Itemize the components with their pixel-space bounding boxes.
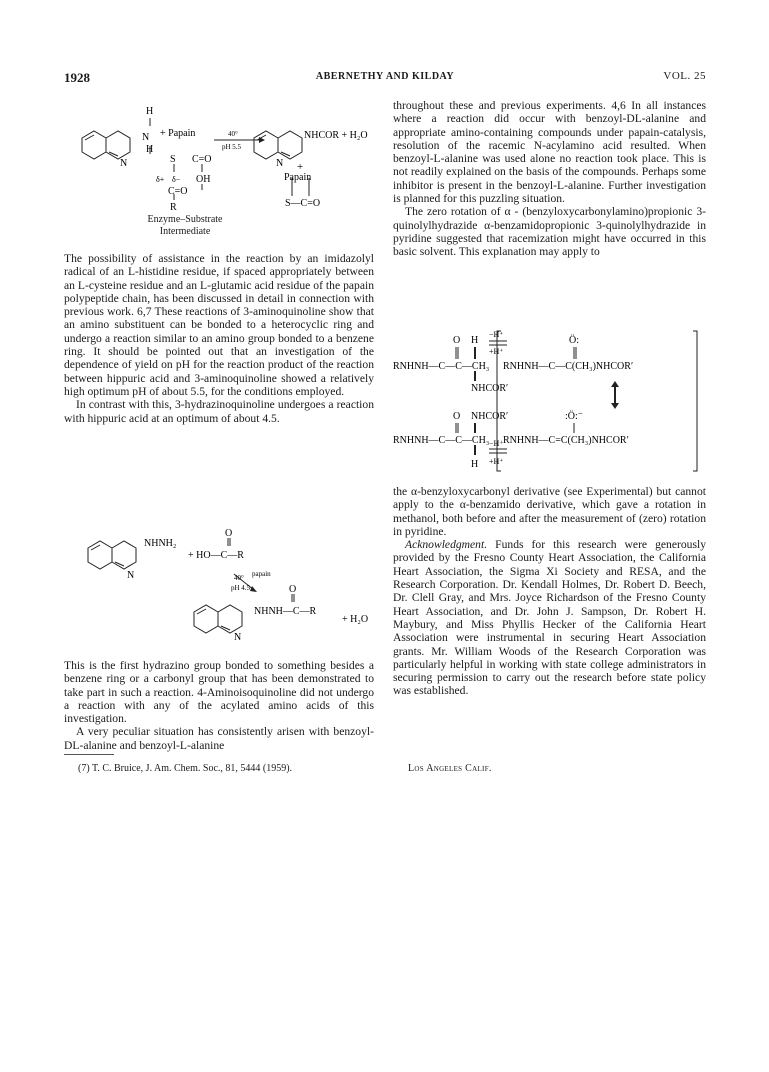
caption-line-1: Enzyme–Substrate [147, 214, 223, 225]
svg-text:R: R [170, 202, 177, 213]
svg-text:O: O [225, 528, 233, 539]
svg-text:O: O [453, 411, 461, 422]
scheme3-drawing [393, 327, 706, 477]
right-column-lower [393, 485, 706, 698]
svg-text:H: H [471, 459, 479, 470]
svg-text:N: N [120, 158, 128, 169]
svg-text:NHCOR′: NHCOR′ [471, 383, 509, 394]
svg-text:40°: 40° [234, 574, 244, 582]
left-column-lower [64, 659, 374, 752]
svg-text:O: O [289, 584, 297, 595]
svg-text:δ+: δ+ [156, 175, 165, 184]
quinoline-ring-icon [82, 131, 130, 159]
svg-text:H: H [146, 144, 154, 155]
svg-text:OH: OH [196, 174, 211, 185]
svg-text:O: O [453, 335, 461, 346]
signature-location: Los Angeles Calif. [408, 763, 492, 774]
svg-text:RNHNH—C—C—CH₃: RNHNH—C—C—CH₃ [393, 435, 490, 446]
svg-text:+H⁺: +H⁺ [489, 457, 504, 466]
running-title: ABERNETHY AND KILDAY [315, 71, 455, 82]
page-number: 1928 [64, 70, 90, 85]
svg-text:+ Papain: + Papain [160, 128, 196, 139]
svg-text:NHNH—C—R: NHNH—C—R [254, 606, 317, 617]
caption-line-2: Intermediate [159, 226, 211, 237]
svg-text:H: H [471, 335, 479, 346]
svg-text:NHCOR′: NHCOR′ [471, 411, 509, 422]
svg-text:+H⁺: +H⁺ [489, 347, 504, 356]
svg-text::Ö:⁻: :Ö:⁻ [565, 411, 584, 422]
scheme-hydrazinoquinoline [64, 526, 374, 656]
svg-text:NHNH₂: NHNH₂ [144, 538, 177, 549]
volume-label: VOL. 25 [663, 70, 706, 82]
paragraph-first-hydrazino: This is the first hydrazino group bonded to something besides a benzene ring or a carbonyl group that has been demonstrated to take part in such a reaction. 4-Aminoisoquinoline did not undergo a reaction with any of the acylated amino acids of this investigation. [64, 659, 374, 726]
paragraph-benzyloxycarbonyl: the α-benzyloxycarbonyl derivative (see Experimental) but cannot apply to the α-benzamido derivative, which gave a rotation in methanol, both before and after the measurement of (zero) rotation in pyridine. [393, 485, 706, 538]
svg-text:C=O: C=O [168, 186, 188, 197]
svg-text:+ H₂O: + H₂O [342, 614, 369, 625]
paragraph-acknowledgment [393, 538, 706, 698]
svg-text:N: N [276, 158, 284, 169]
svg-text:Papain: Papain [284, 172, 312, 183]
svg-text:papain: papain [252, 570, 271, 578]
svg-text:N: N [234, 632, 242, 643]
footnote-7: (7) T. C. Bruice, J. Am. Chem. Soc., 81, 5444 (1959). [78, 763, 293, 774]
quinoline-hydrazide-icon [194, 605, 242, 633]
scheme-racemization [393, 327, 706, 477]
paragraph-peculiar: A very peculiar situation has consistently arisen with benzoyl-DL-alanine and benzoyl-L-alanine [64, 725, 374, 752]
scheme1-caption [110, 214, 260, 238]
svg-text:Ö:: Ö: [569, 335, 579, 346]
left-column-upper [64, 252, 374, 425]
quinoline-product-icon [254, 131, 302, 159]
svg-text:H: H [146, 106, 154, 117]
svg-text:−H⁺: −H⁺ [489, 439, 504, 448]
svg-text:pH 5.5: pH 5.5 [222, 143, 242, 151]
svg-text:δ−: δ− [172, 175, 181, 184]
svg-text:RNHNH—C=C(CH₃)NHCOR′: RNHNH—C=C(CH₃)NHCOR′ [503, 435, 629, 446]
svg-text:N: N [127, 570, 135, 581]
footnote-rule [64, 754, 114, 755]
scheme1-drawing [64, 98, 374, 228]
svg-text:S—C=O: S—C=O [285, 198, 321, 209]
right-column-upper [393, 99, 706, 259]
svg-text:−H⁺: −H⁺ [489, 330, 504, 339]
scheme2-drawing [64, 526, 374, 656]
svg-text:RNHNH—C—C(CH₃)NHCOR′: RNHNH—C—C(CH₃)NHCOR′ [503, 361, 634, 372]
acknowledgment-text: Funds for this research were generously provided by the Fresno County Heart Association, the California Heart Association, the Sigma Xi Society and RESA, and the Research Corporation. Dr. Kendall Holmes, Dr. Robert D. Beech, Dr. Clell Gray, and Mrs. Joyce Richardson of the Fresno County Heart Association, and Dr. John J. Sampson, Dr. Robert H. Maybury, and Miss Phyllis Hecker of the California Heart Association were instrumental in securing Heart Association grants. Mr. William Woods of the Research Corporation was particularly helpful in working with state college administrators in securing permission to carry out the research before state policy was established. [393, 538, 706, 698]
quinoline-reactant-icon [88, 541, 136, 569]
paragraph-hydrazinoquinoline: In contrast with this, 3-hydrazinoquinoline undergoes a reaction with hippuric acid at an optimum of about 4.5. [64, 398, 374, 425]
svg-text:NHCOR + H₂O: NHCOR + H₂O [304, 130, 368, 141]
svg-text:+ HO—C—R: + HO—C—R [188, 550, 244, 561]
svg-text:pH 4.5: pH 4.5 [231, 584, 251, 592]
svg-text:40°: 40° [228, 130, 238, 138]
paragraph-histidine: The possibility of assistance in the reaction by an imidazolyl radical of an L-histidine residue, if spaced appropriately between an L-cysteine residue and an L-glutamic acid residue of the papain polypeptide chain, has been discussed in detail in connection with previous work. 6,7 These reactions of 3-aminoquinoline show that an amino substituent can be bonded to a heterocyclic ring and undergo a reaction similar to an amino group bonded to a benzene ring. It should be pointed out that an investigation of the dependence of yield on pH for the reaction product of the reaction between hippuric acid and 3-aminoquinoline showed a relatively high optimum pH of about 5.5, for the conditions employed. [64, 252, 374, 398]
paragraph-zero-rotation: The zero rotation of α - (benzyloxycarbonylamino)propionic 3-quinolylhydrazide α-benzamidopropionic 3-quinolylhydrazide in pyridine suggested that racemization might have occurred in this basic solvent. This explanation may apply to [393, 205, 706, 259]
svg-text:S: S [170, 154, 176, 165]
svg-text:+: + [297, 161, 304, 173]
svg-text:C=O: C=O [192, 154, 212, 165]
running-header [64, 70, 706, 86]
svg-text:N: N [142, 132, 150, 143]
paragraph-throughout: throughout these and previous experiments. 4,6 In all instances where a reaction did occur with benzoyl-DL-alanine and appropriate amino-containing compounds under papain-catalysis, resolution of the racemic N-acylamino acid resulted. When benzoyl-L-alanine was used alone no reaction took place. This is not readily explained on the basis of the compounds. Perhaps some inhibitor is present in the benzoyl-L-alanine. Further investigation is planned for this puzzling situation. [393, 99, 706, 206]
acknowledgment-label: Acknowledgment. [405, 538, 488, 552]
svg-text:RNHNH—C—C—CH₃: RNHNH—C—C—CH₃ [393, 361, 490, 372]
